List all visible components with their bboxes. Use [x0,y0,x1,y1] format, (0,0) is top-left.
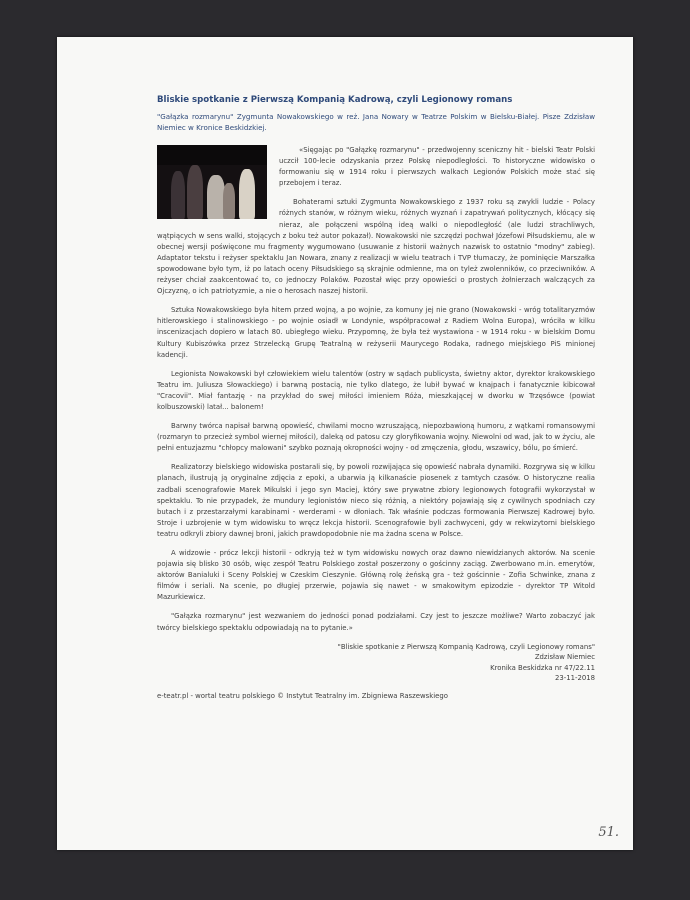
signature-author: Zdzisław Niemiec [534,653,595,662]
document-page [57,37,633,850]
signature-publication: Kronika Beskidzka nr 47/22.11 [490,663,595,672]
paragraph: Sztuka Nowakowskiego była hitem przed wojną, a po wojnie, za komuny jej nie grano (Nowakowski - wróg totalitaryzmów hitlerowskiego i stalinowskiego - po wojnie osiadł w Londynie, współpracował z Radiem Wolna Europa), wróciła w kilku inscenizacjach dopiero w latach 80. ubiegłego wieku. Przypomnę, że była też wystawiona - w 1914 roku - w bielskim Domu Kultury Kubiszówka przez Strzelecką Grupę Teatralną w reżyserii Maurycego Rodaka, radnego miejskiego PiS minionej kadencji. [157,306,595,359]
paragraph: «Sięgając po "Gałązkę rozmarynu" - przedwojenny sceniczny hit - bielski Teatr Polski uczcił 100-lecie odzyskania przez Polskę niepodległości. To historyczne widowisko o formowaniu się w 1914 roku i pierwszych walkach Legionów Polskich może stać się przebojem i teraz. [279,146,595,188]
page-footer: e-teatr.pl - wortal teatru polskiego © Instytut Teatralny im. Zbigniewa Raszewskiego [157,692,448,701]
paragraph: Realizatorzy bielskiego widowiska postarali się, by powoli rozwijająca się opowieść nabrała dynamiki. Rozgrywa się w kilku planach, ilustrują ją oryginalne zdjęcia z epoki, a ubarwia ją kilkanaście piosenek z tamtych czasów. O historyczne realia zadbali scenografowie Marek Mikulski i jego syn Maciej, który swe prywatne zbiory legionowych fotografii wykorzystał w spektaklu. To nie przypadek, że mundury legionistów nieco się różnią, a niektóry pojawiają się z cywilnych spodniach czy butach i z przestarzałymi karabinami - werderami - w dłoniach. Tak właśnie podczas formowania Pierwszej Kadrowej było. Stroje i uzbrojenie w tym widowisku to wręcz lekcja historii. Scenografowie byli zachwyceni, gdy w rekwizytorni bielskiego teatru odkryli zbiory dawnej broni, jakich prawdopodobnie nie ma żadna scena w Polsce. [157,463,595,538]
signature-date: 23-11-2018 [554,674,595,683]
paragraph: Barwny twórca napisał barwną opowieść, chwilami mocno wzruszającą, niepozbawioną humoru, z wątkami romansowymi (rozmaryn to przecież symbol wiernej miłości), daleką od patosu czy gloryfikowania wojny. Niewolni od wad, jak to w życiu, ale pełni entuzjazmu "chłopcy malowani" szybko poznają okropności wojny - od zmęczenia, głodu, wszawicy, bólu, po śmierć. [157,422,595,453]
paragraph: "Gałązka rozmarynu" jest wezwaniem do jedności ponad podziałami. Czy jest to jeszcze możliwe? Warto zobaczyć jak twórcy bielskiego spektaklu odpowiadają na to pytanie.» [157,612,595,632]
paragraph: Bohaterami sztuki Zygmunta Nowakowskiego z 1937 roku są zwykli ludzie - Polacy różnych stanów, w różnym wieku, różnych wyznań i zapatrywań politycznych, kłócący się nieraz, ale połączeni wspólną ideą walki o niepodległość (ale ludzi strachliwych, wątpiących w sens walki, stojących z boku też autor pokazał). Nowakowski nie szczędzi pochwał Józefowi Piłsudskiemu, ale w obecnej wersji poświęcone mu fragmenty wygumowano (usuwanie z historii ważnych nazwisk to ostatnio "modny" zabieg). Adaptator tekstu i reżyser spektaklu Jan Nowara, znany z realizacji w wielu teatrach i TVP tłumaczy, że pominięcie Marszałka spowodowane było tym, iż po latach oceny Piłsudskiego są skrajnie odmienne, ma on tyleż zwolenników, co przeciwników. A reżyser chciał zaakcentować to, co jednoczy Polaków. Pozostał więc przy opowieści o prostych żołnierzach walczących za Ojczyznę, o ich patriotyzmie, a nie o herosach naszej historii. [157,198,595,296]
paragraph: A widzowie - prócz lekcji historii - odkryją też w tym widowisku nowych oraz dawno niewidzianych aktorów. Na scenie pojawia się blisko 30 osób, więc zespół Teatru Polskiego został poszerzony o gościnny zaciąg. Zwerbowano m.in. emerytów, aktorów Banialuki i Sceny Polskiej w Czeskim Cieszynie. Główną rolę żeńską gra - też gościnnie - Zofia Schwinke, znana z filmów i seriali. Na scenie, po długiej przerwie, pojawia się nawet - w smakowitym epizodzie - dyrektor TP Witold Mazurkiewicz. [157,549,595,602]
article [157,95,595,700]
signature-block [157,642,595,684]
stage-photo [157,145,267,219]
article-title: Bliskie spotkanie z Pierwszą Kompanią Kadrową, czyli Legionowy romans [157,95,513,105]
page-number: 51. [598,825,619,840]
paragraph: Legionista Nowakowski był człowiekiem wielu talentów (ostry w sądach publicysta, świetny aktor, dyrektor krakowskiego Teatru im. Juliusza Słowackiego) i barwną postacią, nie tylko dlatego, że lubił bywać w knajpach i fanatycznie kibicował "Cracovii". Miał fantazję - na przykład do swej miłości imieniem Róża, mieszkającej w dworku w Trzęsówce (powiat kolbuszowski) latał... balonem! [157,369,595,411]
signature-source-title: "Bliskie spotkanie z Pierwszą Kompanią Kadrową, czyli Legionowy romans" [337,642,595,651]
article-lead: "Gałązka rozmarynu" Zygmunta Nowakowskiego w reż. Jana Nowary w Teatrze Polskim w Bielsku-Białej. Pisze Zdzisław Niemiec w Kronice Beskidzkiej. [157,112,595,132]
